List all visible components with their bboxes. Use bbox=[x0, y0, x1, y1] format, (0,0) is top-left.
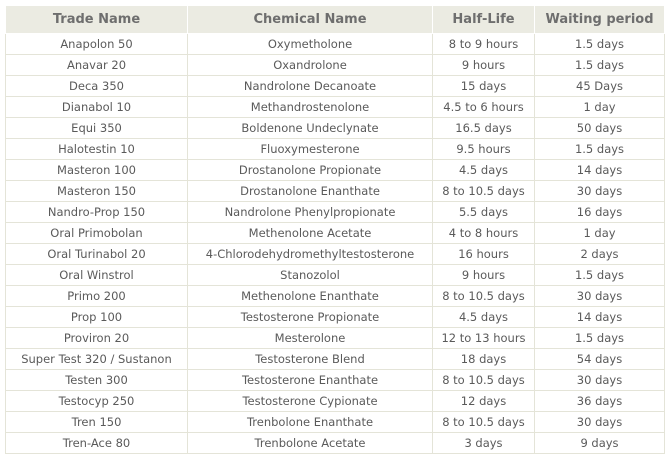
half-life-cell: 4 to 8 hours bbox=[433, 223, 535, 244]
table-row bbox=[6, 244, 665, 265]
half-life-cell: 4.5 days bbox=[433, 307, 535, 328]
waiting-period-cell: 1 day bbox=[535, 97, 665, 118]
half-life-cell: 18 days bbox=[433, 349, 535, 370]
table-row bbox=[6, 76, 665, 97]
steroid-table bbox=[5, 5, 665, 454]
table-body bbox=[6, 34, 665, 454]
chemical-name-cell: Methenolone Enanthate bbox=[188, 286, 433, 307]
waiting-period-cell: 1 day bbox=[535, 223, 665, 244]
chemical-name-cell: Testosterone Enanthate bbox=[188, 370, 433, 391]
table-row bbox=[6, 118, 665, 139]
half-life-cell: 3 days bbox=[433, 433, 535, 454]
header-chemical-name: Chemical Name bbox=[188, 6, 433, 34]
half-life-cell: 12 to 13 hours bbox=[433, 328, 535, 349]
waiting-period-cell: 30 days bbox=[535, 286, 665, 307]
waiting-period-cell: 54 days bbox=[535, 349, 665, 370]
table-row bbox=[6, 391, 665, 412]
trade-name-cell: Primo 200 bbox=[6, 286, 188, 307]
chemical-name-cell: Mesterolone bbox=[188, 328, 433, 349]
chemical-name-cell: Trenbolone Acetate bbox=[188, 433, 433, 454]
chemical-name-cell: Stanozolol bbox=[188, 265, 433, 286]
half-life-cell: 8 to 10.5 days bbox=[433, 181, 535, 202]
chemical-name-cell: Testosterone Blend bbox=[188, 349, 433, 370]
table-row bbox=[6, 412, 665, 433]
header-waiting-period: Waiting period bbox=[535, 6, 665, 34]
chemical-name-cell: Oxandrolone bbox=[188, 55, 433, 76]
table-row bbox=[6, 265, 665, 286]
waiting-period-cell: 1.5 days bbox=[535, 55, 665, 76]
trade-name-cell: Masteron 150 bbox=[6, 181, 188, 202]
chemical-name-cell: Drostanolone Enanthate bbox=[188, 181, 433, 202]
half-life-cell: 4.5 to 6 hours bbox=[433, 97, 535, 118]
chemical-name-cell: Boldenone Undeclynate bbox=[188, 118, 433, 139]
half-life-cell: 8 to 10.5 days bbox=[433, 412, 535, 433]
waiting-period-cell: 50 days bbox=[535, 118, 665, 139]
steroid-table-container bbox=[5, 5, 664, 454]
chemical-name-cell: Testosterone Propionate bbox=[188, 307, 433, 328]
table-row bbox=[6, 34, 665, 55]
half-life-cell: 16.5 days bbox=[433, 118, 535, 139]
trade-name-cell: Oral Turinabol 20 bbox=[6, 244, 188, 265]
half-life-cell: 4.5 days bbox=[433, 160, 535, 181]
waiting-period-cell: 9 days bbox=[535, 433, 665, 454]
waiting-period-cell: 1.5 days bbox=[535, 265, 665, 286]
half-life-cell: 5.5 days bbox=[433, 202, 535, 223]
chemical-name-cell: Methandrostenolone bbox=[188, 97, 433, 118]
waiting-period-cell: 1.5 days bbox=[535, 34, 665, 55]
header-row bbox=[6, 6, 665, 34]
trade-name-cell: Tren 150 bbox=[6, 412, 188, 433]
table-row bbox=[6, 286, 665, 307]
waiting-period-cell: 14 days bbox=[535, 307, 665, 328]
half-life-cell: 8 to 9 hours bbox=[433, 34, 535, 55]
chemical-name-cell: Methenolone Acetate bbox=[188, 223, 433, 244]
waiting-period-cell: 30 days bbox=[535, 412, 665, 433]
waiting-period-cell: 1.5 days bbox=[535, 328, 665, 349]
half-life-cell: 15 days bbox=[433, 76, 535, 97]
table-row bbox=[6, 328, 665, 349]
header-trade-name: Trade Name bbox=[6, 6, 188, 34]
waiting-period-cell: 45 Days bbox=[535, 76, 665, 97]
trade-name-cell: Oral Primobolan bbox=[6, 223, 188, 244]
table-row bbox=[6, 160, 665, 181]
waiting-period-cell: 30 days bbox=[535, 181, 665, 202]
waiting-period-cell: 14 days bbox=[535, 160, 665, 181]
trade-name-cell: Dianabol 10 bbox=[6, 97, 188, 118]
chemical-name-cell: Drostanolone Propionate bbox=[188, 160, 433, 181]
trade-name-cell: Masteron 100 bbox=[6, 160, 188, 181]
trade-name-cell: Anapolon 50 bbox=[6, 34, 188, 55]
half-life-cell: 8 to 10.5 days bbox=[433, 286, 535, 307]
trade-name-cell: Nandro-Prop 150 bbox=[6, 202, 188, 223]
table-row bbox=[6, 433, 665, 454]
trade-name-cell: Testocyp 250 bbox=[6, 391, 188, 412]
chemical-name-cell: Oxymetholone bbox=[188, 34, 433, 55]
trade-name-cell: Deca 350 bbox=[6, 76, 188, 97]
chemical-name-cell: 4-Chlorodehydromethyltestosterone bbox=[188, 244, 433, 265]
waiting-period-cell: 36 days bbox=[535, 391, 665, 412]
trade-name-cell: Prop 100 bbox=[6, 307, 188, 328]
waiting-period-cell: 2 days bbox=[535, 244, 665, 265]
chemical-name-cell: Trenbolone Enanthate bbox=[188, 412, 433, 433]
trade-name-cell: Equi 350 bbox=[6, 118, 188, 139]
chemical-name-cell: Nandrolone Decanoate bbox=[188, 76, 433, 97]
trade-name-cell: Halotestin 10 bbox=[6, 139, 188, 160]
half-life-cell: 8 to 10.5 days bbox=[433, 370, 535, 391]
table-row bbox=[6, 181, 665, 202]
trade-name-cell: Super Test 320 / Sustanon bbox=[6, 349, 188, 370]
chemical-name-cell: Testosterone Cypionate bbox=[188, 391, 433, 412]
table-row bbox=[6, 202, 665, 223]
table-row bbox=[6, 349, 665, 370]
trade-name-cell: Oral Winstrol bbox=[6, 265, 188, 286]
header-half-life: Half-Life bbox=[433, 6, 535, 34]
table-row bbox=[6, 370, 665, 391]
half-life-cell: 9 hours bbox=[433, 55, 535, 76]
trade-name-cell: Proviron 20 bbox=[6, 328, 188, 349]
half-life-cell: 16 hours bbox=[433, 244, 535, 265]
table-row bbox=[6, 97, 665, 118]
half-life-cell: 12 days bbox=[433, 391, 535, 412]
trade-name-cell: Anavar 20 bbox=[6, 55, 188, 76]
table-row bbox=[6, 55, 665, 76]
chemical-name-cell: Fluoxymesterone bbox=[188, 139, 433, 160]
table-row bbox=[6, 223, 665, 244]
chemical-name-cell: Nandrolone Phenylpropionate bbox=[188, 202, 433, 223]
half-life-cell: 9 hours bbox=[433, 265, 535, 286]
trade-name-cell: Tren-Ace 80 bbox=[6, 433, 188, 454]
waiting-period-cell: 1.5 days bbox=[535, 139, 665, 160]
table-row bbox=[6, 307, 665, 328]
waiting-period-cell: 30 days bbox=[535, 370, 665, 391]
half-life-cell: 9.5 hours bbox=[433, 139, 535, 160]
trade-name-cell: Testen 300 bbox=[6, 370, 188, 391]
table-row bbox=[6, 139, 665, 160]
waiting-period-cell: 16 days bbox=[535, 202, 665, 223]
